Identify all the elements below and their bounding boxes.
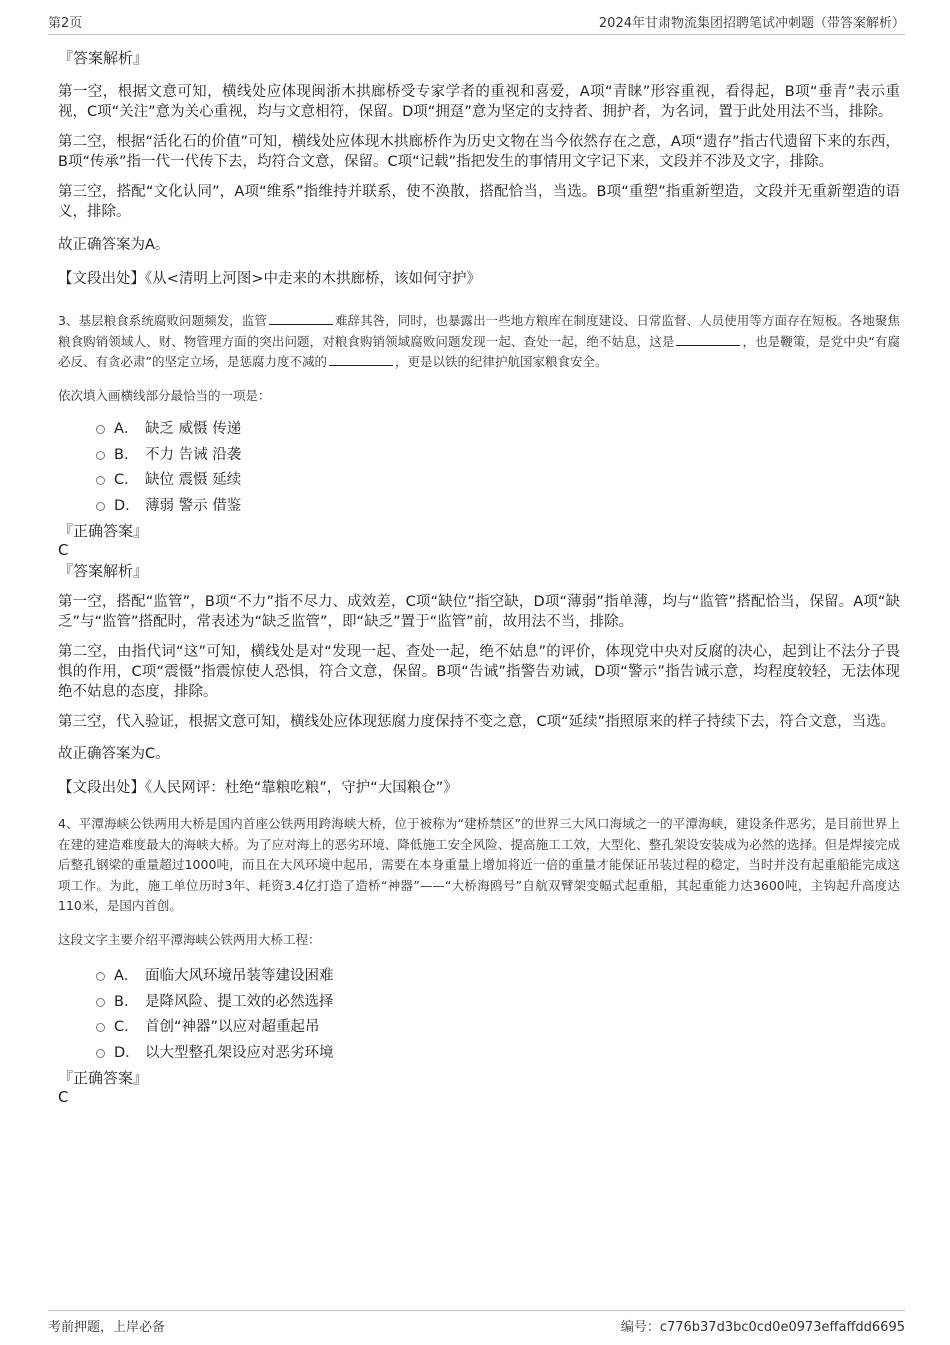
option-letter: D． <box>114 1044 140 1061</box>
question-prompt: 这段文字主要介绍平潭海峡公铁两用大桥工程： <box>58 931 321 947</box>
analysis-paragraph: 第二空，根据“活化石的价值”可知，横线处应体现木拱廊桥作为历史文物在当今依然存在之意，A项“遗存”指古代遗留下来的东西，B项“传承”指一代一代传下去，均符合文意，保留。C项“记载”指把发生的事情用文字记下来，文段并不涉及文字，排除。 <box>58 134 900 170</box>
correct-answer: C <box>58 1088 69 1106</box>
fill-blank <box>676 332 740 346</box>
radio-button[interactable] <box>96 972 105 981</box>
question-stem <box>58 311 900 373</box>
option-letter: C． <box>114 472 139 489</box>
option-c[interactable] <box>96 466 900 492</box>
stem-part: ，更是以铁的纪律护航国家粮食安全。 <box>394 354 608 369</box>
option-text: 缺乏 威慑 传递 <box>145 421 242 438</box>
option-letter: B． <box>114 993 139 1010</box>
option-list <box>96 415 900 517</box>
fill-blank <box>329 352 393 366</box>
answer-label: 『正确答案』 <box>58 1069 149 1087</box>
stem-part: 难辞其咎，同时，也暴露出一些地方粮库在制度建设、日常监督、人员使用等方面存在短板。各地聚焦粮食购销领域人、财、物管理方面的突出问题，对粮食购销领域腐败问题发现一起、查处一起，绝不姑息，这是 <box>58 313 900 349</box>
radio-button[interactable] <box>96 1049 105 1058</box>
footer-slogan: 考前押题，上岸必备 <box>48 1320 166 1335</box>
option-a[interactable] <box>96 415 900 441</box>
option-text: 缺位 震慑 延续 <box>145 472 242 489</box>
question-prompt: 依次填入画横线部分最恰当的一项是： <box>58 387 271 403</box>
analysis-conclusion: 故正确答案为C。 <box>58 746 170 762</box>
analysis-label: 『答案解析』 <box>58 562 149 580</box>
option-text: 是降风险、提工效的必然选择 <box>145 993 334 1010</box>
option-text: 首创“神器”以应对超重起吊 <box>145 1019 320 1036</box>
option-b[interactable] <box>96 441 900 467</box>
analysis-label: 『答案解析』 <box>58 49 149 67</box>
option-letter: C． <box>114 1019 139 1036</box>
option-d[interactable] <box>96 492 900 518</box>
option-list <box>96 962 900 1064</box>
option-letter: D． <box>114 497 140 514</box>
correct-answer: C <box>58 541 69 559</box>
option-letter: A． <box>114 968 139 985</box>
page-footer <box>48 1310 905 1335</box>
stem-part: ，也是鞭策，是党中央“有腐必反、有贪必肃”的坚定立场，是惩腐力度不减的 <box>58 333 900 369</box>
question-stem: 4、平潭海峡公铁两用大桥是国内首座公铁两用跨海峡大桥，位于被称为“建桥禁区”的世界三大风口海域之一的平潭海峡，建设条件恶劣，是目前世界上在建的建造难度最大的海峡大桥。为了应对海上的恶劣环境、降低施工安全风险、提高施工工效，大型化、整孔架设安装成为必然的选择。但是焊接完成后整孔钢梁的重量超过1000吨，而且在大风环境中起吊，需要在本身重量上增加将近一倍的重量才能保证吊装过程的稳定，当时并没有起重船能完成这项工作。为此，施工单位历时3年、耗资3.4亿打造了造桥“神器”——“大桥海鸥号”自航双臂架变幅式起重船，其起重能力达3600吨，主钩起升高度达110米，是国内首创。 <box>58 816 900 913</box>
source-citation: 【文段出处】《从<清明上河图>中走来的木拱廊桥，该如何守护》 <box>58 271 482 287</box>
analysis-paragraph: 第三空，代入验证，根据文意可知，横线处应体现惩腐力度保持不变之意，C项“延续”指照原来的样子持续下去，符合文意，当选。 <box>58 714 896 730</box>
option-c[interactable] <box>96 1013 900 1039</box>
source-citation: 【文段出处】《人民网评：杜绝“靠粮吃粮”，守护“大国粮仓”》 <box>58 780 458 796</box>
radio-button[interactable] <box>96 425 105 434</box>
answer-label: 『正确答案』 <box>58 522 149 540</box>
radio-button[interactable] <box>96 476 105 485</box>
radio-button[interactable] <box>96 1023 105 1032</box>
option-text: 面临大风环境吊装等建设困难 <box>145 968 334 985</box>
fill-blank <box>269 311 333 325</box>
page-number: 第2页 <box>48 16 83 31</box>
option-d[interactable] <box>96 1039 900 1065</box>
document-id: 编号：c776b37d3bc0cd0e0973effaffdd6695 <box>620 1320 905 1335</box>
analysis-paragraph: 第一空，根据文意可知，横线处应体现闽浙木拱廊桥受专家学者的重视和喜爱，A项“青睐”形容重视，看得起，B项“垂青”表示重视，C项“关注”意为关心重视，均与文意相符，保留。D项“拥趸”意为坚定的支持者、拥护者，为名词，置于此处用法不当，排除。 <box>58 84 900 120</box>
analysis-paragraph: 第一空，搭配“监管”，B项“不力”指不尽力、成效差，C项“缺位”指空缺，D项“薄弱”指单薄，均与“监管”搭配恰当，保留。A项“缺乏”与“监管”搭配时，常表述为“缺乏监管”，即“缺乏”置于“监管”前，故用法不当，排除。 <box>58 594 900 630</box>
option-letter: A． <box>114 421 139 438</box>
analysis-paragraph: 第二空，由指代词“这”可知，横线处是对“发现一起、查处一起，绝不姑息”的评价，体现党中央对反腐的决心，起到让不法分子畏惧的作用，C项“震慑”指震惊使人恐惧，符合文意，保留。B项“告诫”指警告劝诫，D项“警示”指告诫示意，均程度较轻，无法体现绝不姑息的态度，排除。 <box>58 644 900 700</box>
option-text: 以大型整孔架设应对恶劣环境 <box>145 1044 334 1061</box>
radio-button[interactable] <box>96 998 105 1007</box>
option-letter: B． <box>114 446 139 463</box>
option-text: 不力 告诫 沿袭 <box>145 446 242 463</box>
option-a[interactable] <box>96 962 900 988</box>
option-b[interactable] <box>96 988 900 1014</box>
radio-button[interactable] <box>96 502 105 511</box>
analysis-conclusion: 故正确答案为A。 <box>58 237 170 253</box>
document-title: 2024年甘肃物流集团招聘笔试冲刺题（带答案解析） <box>598 16 905 31</box>
document-body <box>58 46 900 1106</box>
radio-button[interactable] <box>96 451 105 460</box>
analysis-paragraph: 第三空，搭配“文化认同”，A项“维系”指维持并联系，使不涣散，搭配恰当，当选。B项“重塑”指重新塑造，文段并无重新塑造的语义，排除。 <box>58 184 900 220</box>
stem-part: 3、基层粮食系统腐败问题频发，监管 <box>58 313 267 328</box>
page-header <box>48 12 905 35</box>
option-text: 薄弱 警示 借鉴 <box>145 497 242 514</box>
